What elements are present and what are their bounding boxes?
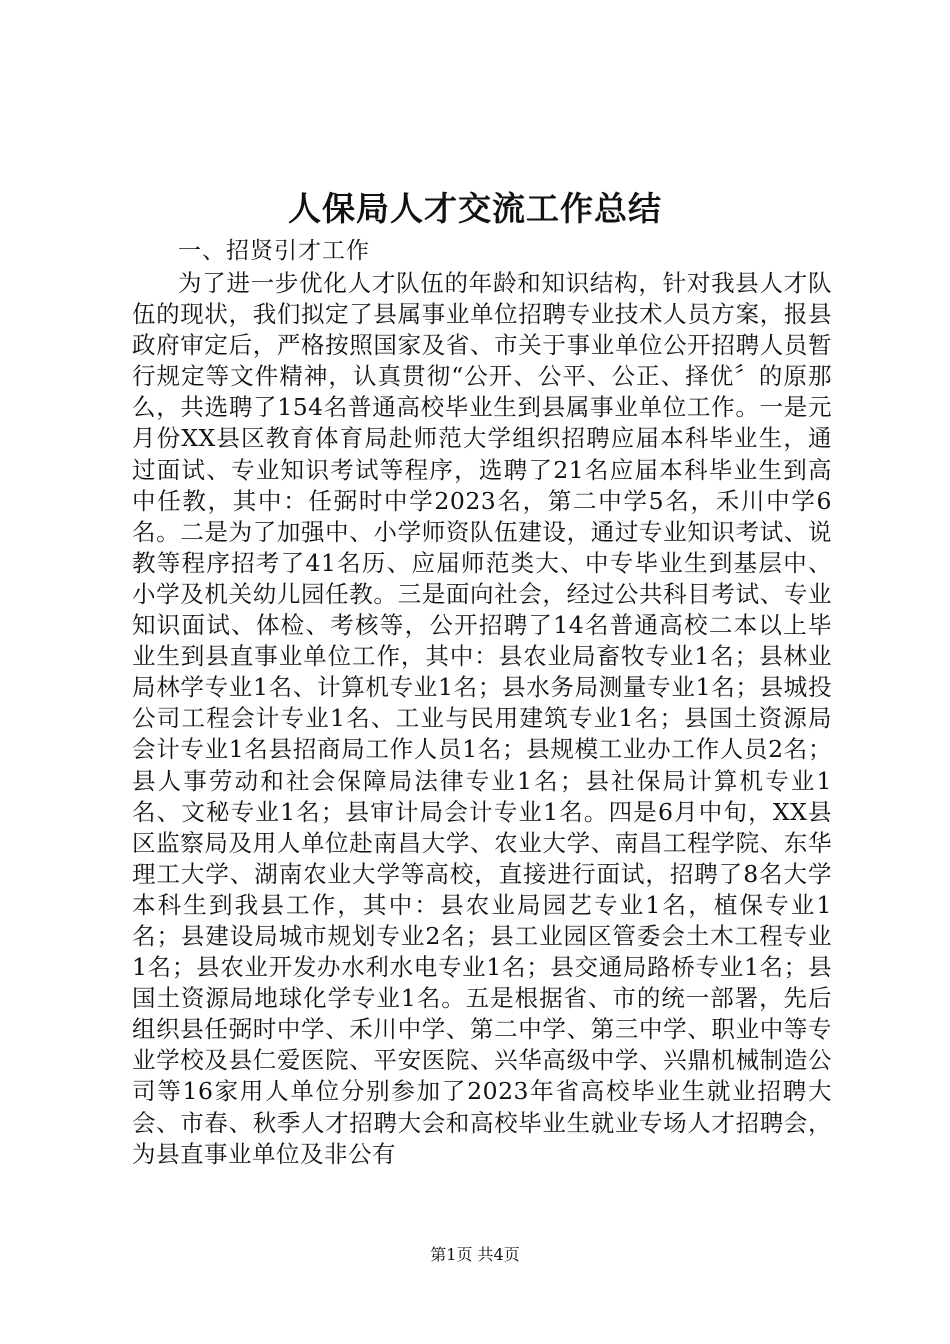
- body-paragraph: 为了进一步优化人才队伍的年龄和知识结构，针对我县人才队伍的现状，我们拟定了县属事业单位招聘专业技术人员方案，报县政府审定后，严格按照国家及省、市关于事业单位公开招聘人员暂行规定等文件精神，认真贯彻“公开、公平、公正、择优〞的原那么，共选聘了154名普通高校毕业生到县属事业单位工作。一是元月份XX县区教育体育局赴师范大学组织招聘应届本科毕业生，通过面试、专业知识考试等程序，选聘了21名应届本科毕业生到高中任教，其中：任弼时中学2023名，第二中学5名，禾川中学6名。二是为了加强中、小学师资队伍建设，通过专业知识考试、说教等程序招考了41名历、应届师范类大、中专毕业生到基层中、小学及机关幼儿园任教。三是面向社会，经过公共科目考试、专业知识面试、体检、考核等，公开招聘了14名普通高校二本以上毕业生到县直事业单位工作，其中：县农业局畜牧专业1名；县林业局林学专业1名、计算机专业1名；县水务局测量专业1名；县城投公司工程会计专业1名、工业与民用建筑专业1名；县国土资源局会计专业1名县招商局工作人员1名；县规模工业办工作人员2名；县人事劳动和社会保障局法律专业1名；县社保局计算机专业1名、文秘专业1名；县审计局会计专业1名。四是6月中旬，XX县区监察局及用人单位赴南昌大学、农业大学、南昌工程学院、东华理工大学、湖南农业大学等高校，直接进行面试，招聘了8名大学本科生到我县工作，其中：县农业局园艺专业1名，植保专业1名；县建设局城市规划专业2名；县工业园区管委会土木工程专业1名；县农业开发办水利水电专业1名；县交通局路桥专业1名；县国土资源局地球化学专业1名。五是根据省、市的统一部署，先后组织县任弼时中学、禾川中学、第二中学、第三中学、职业中等专业学校及县仁爱医院、平安医院、兴华高级中学、兴鼎机械制造公司等16家用人单位分别参加了2023年省高校毕业生就业招聘大会、市春、秋季人才招聘大会和高校毕业生就业专场人才招聘会，为县直事业单位及非公有: [132, 269, 832, 1168]
- document-title: 人保局人才交流工作总结: [288, 189, 662, 228]
- page-number-footer: 第1页 共4页: [430, 1245, 520, 1264]
- section-heading: 一、招贤引才工作: [178, 238, 370, 264]
